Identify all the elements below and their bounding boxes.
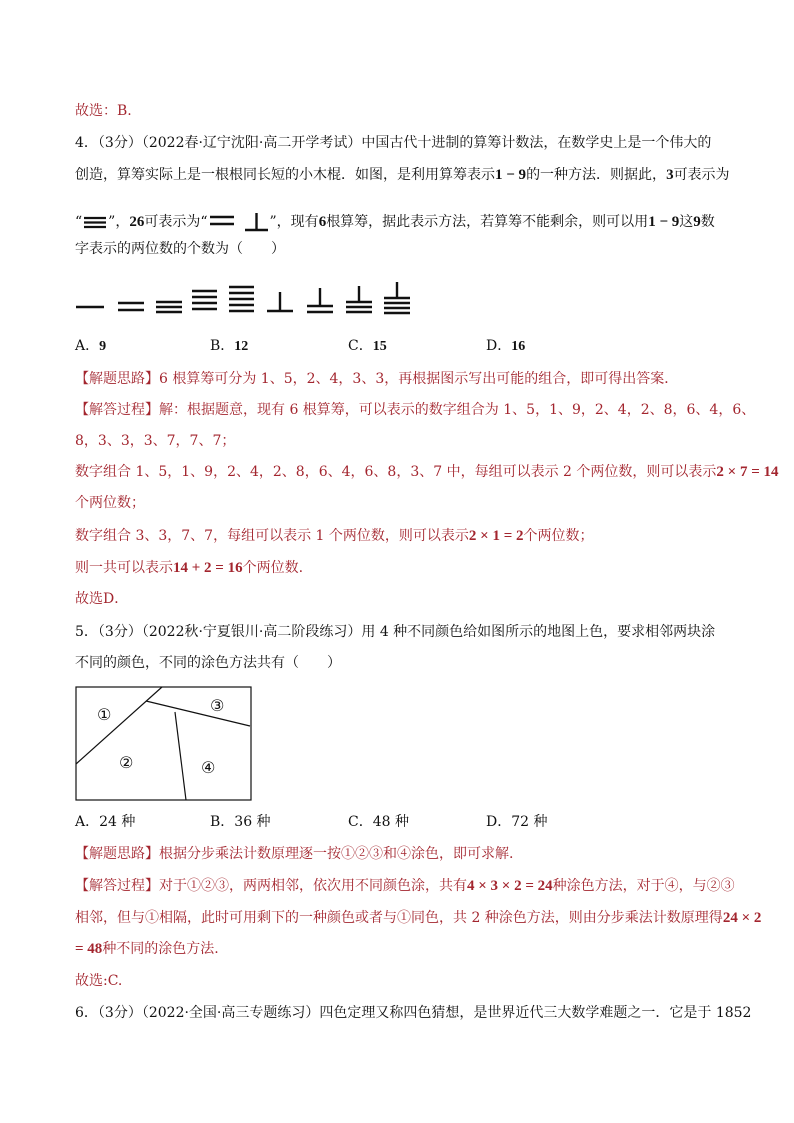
q4-stem-line1: 4．（3分）（2022春·辽宁沈阳·高二开学考试）中国古代十进制的算筹计数法，在数学史上是一个伟大的 [75,135,712,151]
q4-process-line3: 数字组合 1、5，1、9，2、4，2、8，6、4，6、8，3、7 中，每组可以表示 2 个两位数，则可以表示2 × 7 = 14 [75,464,779,480]
rod-numeral-26 [208,211,270,233]
q5-answer: 故选:C. [75,973,123,989]
q4-process-line6: 则一共可以表示14 + 2 = 16个两位数. [75,560,304,576]
region-label-4: ④ [201,758,216,777]
q5-process-line3: = 48种不同的涂色方法. [75,941,219,957]
q5-solution-idea: 【解题思路】根据分步乘法计数原理逐一按①②③和④涂色，即可求解. [75,846,514,862]
q4-process-line1: 【解答过程】解：根据题意，现有 6 根算筹，可以表示的数字组合为 1、5，1、9，2、4，2、8，6、4，6、 [75,402,756,418]
q6-stem-line1: 6．（3分）（2022·全国·高三专题练习）四色定理又称四色猜想，是世界近代三大数学难题之一．它是于 1852 [75,1005,752,1021]
q5-option-c[interactable]: C．48 种 [348,814,409,830]
q4-stem-line4: 字表示的两位数的个数为（ ） [75,241,285,257]
q4-stem-line2: 创造，算筹实际上是一根根同长短的小木棍．如图，是利用算筹表示1 − 9的一种方法．则据此，3可表示为 [75,167,730,183]
q5-process-line2: 相邻，但与①相隔，此时可用剩下的一种颜色或者与①同色，共 2 种涂色方法，则由分步乘法计数原理得24 × 2 [75,910,762,926]
coloring-map-figure [75,686,253,802]
q4-stem-line3: “ ”，26可表示为“ ”，现有6根算筹，据此表示方法，若算筹不能剩余，则可以用1 − 9这9数 [75,211,715,233]
rod-numeral-3 [82,214,108,230]
q4-process-line5: 数字组合 3、3，7、7，每组可以表示 1 个两位数，则可以表示2 × 1 = 2个两位数； [75,528,594,544]
q5-process-line1: 【解答过程】对于①②③，两两相邻，依次用不同颜色涂，共有4 × 3 × 2 = 24种涂色方法，对于④，与②③ [75,878,735,894]
region-label-1: ① [97,705,112,724]
q4-option-d[interactable]: D．16 [486,338,526,354]
q5-option-a[interactable]: A．24 种 [75,814,136,830]
q4-option-c[interactable]: C．15 [348,338,387,354]
region-label-2: ② [119,753,134,772]
q5-stem-line1: 5．（3分）（2022秋·宁夏银川·高二阶段练习）用 4 种不同颜色给如图所示的地图上色，要求相邻两块涂 [75,624,716,640]
rod-numerals-figure [74,282,414,322]
q5-stem-line2: 不同的颜色，不同的涂色方法共有（ ） [75,655,341,671]
q4-option-b[interactable]: B．12 [210,338,249,354]
q4-process-line4: 个两位数； [75,495,145,511]
q5-option-d[interactable]: D．72 种 [486,814,548,830]
q4-solution-idea: 【解题思路】6 根算筹可分为 1、5，2、4，3、3，再根据图示写出可能的组合，即可得出答案． [75,371,679,387]
region-label-3: ③ [210,696,225,715]
q4-option-a[interactable]: A．9 [75,338,107,354]
q4-answer: 故选D． [75,591,129,607]
prev-answer: 故选：B. [75,103,132,119]
q4-process-line2: 8，3、3，3、7，7、7； [75,433,236,449]
q5-option-b[interactable]: B．36 种 [210,814,271,830]
